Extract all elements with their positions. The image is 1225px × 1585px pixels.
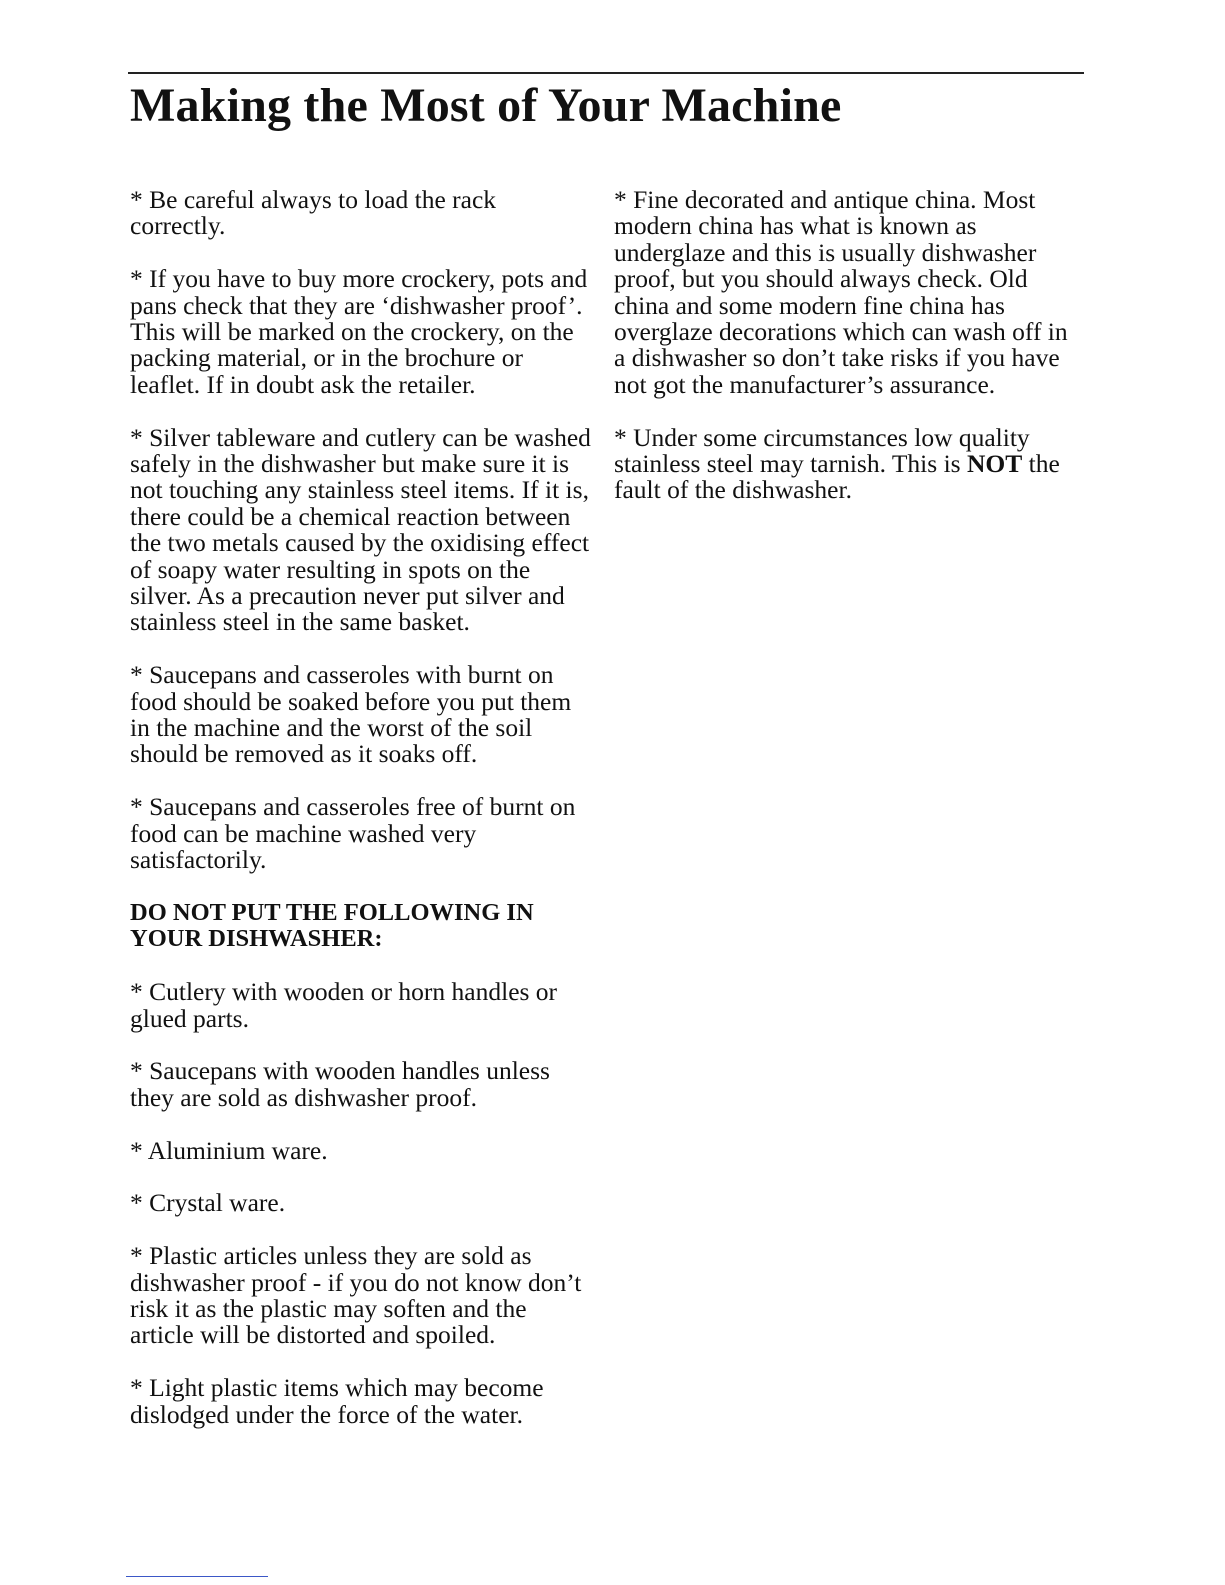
note-stainless-steel [614, 422, 1084, 505]
page-title: Making the Most of Your Machine [130, 79, 842, 132]
tip-load-rack: * Be careful always to load the rack correctly. [130, 185, 497, 241]
item-saucepans-wooden-handles: * Saucepans with wooden handles unless they are sold as dishwasher proof. [130, 1056, 550, 1112]
warning-heading: DO NOT PUT THE FOLLOWING IN YOUR DISHWASHER: [130, 898, 534, 953]
note-stainless-steel-end: the fault of the dishwasher. [614, 449, 1060, 505]
right-column [614, 187, 1084, 530]
tip-clean-saucepans: * Saucepans and casseroles free of burnt on food can be machine washed very satisfactorily. [130, 792, 576, 875]
tip-dishwasher-proof: * If you have to buy more crockery, pots and pans check that they are ‘dishwasher proof’. This will be marked on the crockery, on the packing material, or in the brochure or leaflet. If in doubt ask the retailer. [130, 264, 588, 399]
tip-soak-saucepans: * Saucepans and casseroles with burnt on food should be soaked before you put them in the machine and the worst of the soil should be removed as it soaks off. [130, 660, 572, 769]
tip-silver-tableware: * Silver tableware and cutlery can be washed safely in the dishwasher but make sure it is not touching any stainless steel items. If it is, there could be a chemical reaction between the two metals caused by the oxidising effect of soapy water resulting in spots on the silver. As a precaution never put silver and stainless steel in the same basket. [130, 422, 591, 637]
item-fine-china: * Fine decorated and antique china. Most modern china has what is known as underglaze and this is usually dishwasher proof, but you should always check. Old china and some modern fine china has overglaze decorations which can wash off in a dishwasher so don’t take risks if you have not got the manufacturer’s assurance. [614, 185, 1068, 399]
left-column [130, 187, 592, 1454]
item-crystal-ware: * Crystal ware. [130, 1188, 286, 1218]
item-light-plastic: * Light plastic items which may become dislodged under the force of the water. [130, 1373, 544, 1429]
note-stainless-steel-start: * Under some circumstances low quality stainless steel may tarnish. This is [614, 422, 1030, 479]
item-aluminium-ware: * Aluminium ware. [130, 1135, 328, 1165]
item-cutlery-wooden-handles: * Cutlery with wooden or horn handles or glued parts. [130, 977, 558, 1033]
top-rule [128, 72, 1084, 74]
bottom-rule [126, 1576, 268, 1577]
item-plastic-articles: * Plastic articles unless they are sold as dishwasher proof - if you do not know don’t risk it as the plastic may soften and the article will be distorted and spoiled. [130, 1241, 582, 1350]
note-emphasis-not: NOT [966, 449, 1023, 479]
